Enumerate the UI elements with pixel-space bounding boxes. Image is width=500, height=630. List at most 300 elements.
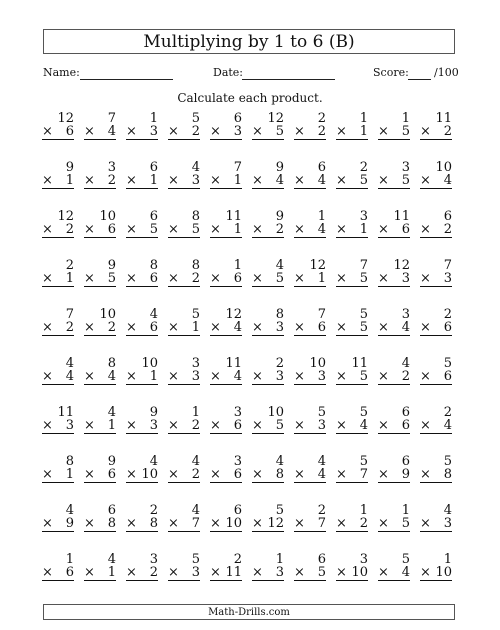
multiplicand: 4 [275,258,284,273]
problem-cell [126,553,168,602]
problem-cell [168,504,210,553]
multiplier: 4 [359,418,368,433]
multiplication-problem [378,553,410,581]
multiplier-row [168,468,200,483]
times-sign: × [378,222,389,237]
multiplicand: 7 [317,307,326,322]
multiplier-row [126,174,158,189]
multiplier: 1 [233,173,242,188]
problem-cell [42,455,84,504]
multiplicand: 2 [317,111,326,126]
times-sign: × [210,124,221,139]
times-sign: × [168,173,179,188]
multiplicand: 6 [149,209,158,224]
problem-cell [336,210,378,259]
times-sign: × [126,467,137,482]
multiplier-row [378,370,410,385]
multiplier-row [294,566,326,581]
multiplicand: 3 [233,405,242,420]
times-sign: × [336,173,347,188]
multiplication-problem [168,210,200,238]
times-sign: × [84,320,95,335]
multiplicand: 12 [393,258,410,273]
multiplier-row [126,517,158,532]
multiplicand: 4 [443,503,452,518]
multiplicand: 4 [65,356,74,371]
multiplication-problem [42,112,74,140]
multiplier-row [294,321,326,336]
times-sign: × [84,173,95,188]
multiplication-problem [84,504,116,532]
multiplier-row [378,272,410,287]
times-sign: × [378,124,389,139]
footer-box [43,604,455,620]
multiplier-row [252,517,284,532]
problem-cell [252,553,294,602]
score-line [408,79,431,80]
multiplicand: 10 [435,160,452,175]
multiplier-row [168,174,200,189]
multiplier-row [420,321,452,336]
multiplier-row [84,174,116,189]
multiplier-row [336,321,368,336]
times-sign: × [84,565,95,580]
problem-cell [294,161,336,210]
multiplicand: 3 [359,552,368,567]
multiplier: 1 [65,271,74,286]
multiplier: 5 [149,222,158,237]
problem-cell [168,455,210,504]
times-sign: × [252,516,263,531]
multiplication-problem [168,259,200,287]
times-sign: × [210,173,221,188]
multiplicand: 6 [317,160,326,175]
multiplication-problem [252,406,284,434]
problem-cell [294,210,336,259]
problem-cell [252,161,294,210]
multiplier: 5 [359,369,368,384]
multiplicand: 1 [275,552,284,567]
multiplier: 5 [275,271,284,286]
multiplier-row [294,370,326,385]
multiplicand: 12 [57,209,74,224]
multiplier: 1 [149,173,158,188]
multiplier: 2 [107,320,116,335]
multiplier: 5 [359,320,368,335]
multiplier-row [126,125,158,140]
problem-cell [210,357,252,406]
problem-cell [420,455,462,504]
times-sign: × [42,222,53,237]
problem-cell [378,161,420,210]
problem-cell [252,455,294,504]
multiplicand: 1 [233,258,242,273]
problem-cell [42,504,84,553]
multiplier-row [126,370,158,385]
multiplier: 3 [191,369,200,384]
multiplier: 3 [443,516,452,531]
multiplier: 5 [191,222,200,237]
multiplier: 2 [443,222,452,237]
multiplicand: 2 [443,307,452,322]
times-sign: × [336,418,347,433]
multiplication-problem [294,308,326,336]
multiplicand: 2 [443,405,452,420]
multiplicand: 4 [65,503,74,518]
problem-cell [168,553,210,602]
multiplication-problem [126,112,158,140]
times-sign: × [210,271,221,286]
problem-cell [126,455,168,504]
multiplier: 3 [317,418,326,433]
problem-cell [126,210,168,259]
times-sign: × [420,222,431,237]
multiplier-row [378,174,410,189]
multiplier-row [294,125,326,140]
footer-source: Math-Drills.com [208,606,290,618]
problem-cell [252,504,294,553]
times-sign: × [378,516,389,531]
multiplicand: 4 [107,405,116,420]
times-sign: × [126,173,137,188]
multiplication-problem [84,161,116,189]
problem-cell [168,308,210,357]
multiplier: 6 [65,565,74,580]
multiplication-problem [42,308,74,336]
multiplicand: 6 [401,454,410,469]
times-sign: × [336,565,347,580]
multiplier-row [378,223,410,238]
times-sign: × [84,222,95,237]
times-sign: × [378,565,389,580]
multiplication-problem [42,504,74,532]
multiplier: 9 [401,467,410,482]
multiplier: 6 [443,369,452,384]
multiplier-row [378,321,410,336]
multiplicand: 6 [401,405,410,420]
multiplicand: 3 [401,307,410,322]
times-sign: × [336,124,347,139]
problem-cell [126,308,168,357]
multiplicand: 6 [317,552,326,567]
problem-cell [42,553,84,602]
multiplier-row [42,223,74,238]
multiplication-problem [210,504,242,532]
times-sign: × [84,516,95,531]
times-sign: × [42,369,53,384]
multiplier-row [210,321,242,336]
multiplier-row [336,174,368,189]
multiplication-problem [378,504,410,532]
multiplier: 5 [401,516,410,531]
multiplier: 3 [275,320,284,335]
multiplier: 7 [359,467,368,482]
times-sign: × [294,222,305,237]
multiplication-problem [252,259,284,287]
multiplicand: 7 [107,111,116,126]
multiplicand: 7 [443,258,452,273]
problem-cell [84,210,126,259]
multiplier-row [336,468,368,483]
times-sign: × [126,320,137,335]
multiplicand: 9 [275,209,284,224]
multiplication-problem [168,504,200,532]
multiplier-row [336,272,368,287]
multiplier: 3 [275,565,284,580]
multiplier: 5 [401,124,410,139]
multiplier-row [126,419,158,434]
problem-cell [210,455,252,504]
problem-cell [378,455,420,504]
times-sign: × [252,124,263,139]
problem-cell [336,406,378,455]
multiplication-problem [252,504,284,532]
multiplier-row [84,370,116,385]
multiplication-problem [168,406,200,434]
multiplier-row [336,517,368,532]
times-sign: × [294,467,305,482]
multiplier: 2 [65,222,74,237]
multiplicand: 8 [107,356,116,371]
multiplier: 9 [65,516,74,531]
multiplication-problem [84,259,116,287]
multiplier-row [252,370,284,385]
multiplicand: 6 [233,111,242,126]
multiplicand: 4 [317,454,326,469]
multiplication-problem [336,308,368,336]
problem-cell [126,406,168,455]
multiplication-problem [420,259,452,287]
problem-cell [378,259,420,308]
multiplicand: 8 [65,454,74,469]
problem-cell [210,504,252,553]
times-sign: × [294,516,305,531]
times-sign: × [336,516,347,531]
multiplication-problem [378,308,410,336]
times-sign: × [168,418,179,433]
multiplication-problem [210,553,242,581]
problem-cell [420,161,462,210]
multiplicand: 1 [149,111,158,126]
multiplier-row [336,566,368,581]
multiplication-problem [168,112,200,140]
times-sign: × [294,271,305,286]
multiplier-row [420,517,452,532]
multiplier-row [210,272,242,287]
times-sign: × [168,124,179,139]
times-sign: × [42,467,53,482]
multiplication-problem [42,406,74,434]
multiplicand: 5 [359,307,368,322]
times-sign: × [252,222,263,237]
multiplier-row [210,517,242,532]
times-sign: × [84,271,95,286]
multiplier: 7 [191,516,200,531]
multiplier-row [126,468,158,483]
times-sign: × [420,467,431,482]
multiplier-row [168,517,200,532]
multiplier-row [252,223,284,238]
multiplier: 1 [359,124,368,139]
multiplier-row [420,223,452,238]
multiplicand: 9 [107,454,116,469]
problem-cell [420,210,462,259]
times-sign: × [378,173,389,188]
multiplicand: 10 [141,356,158,371]
multiplicand: 10 [99,307,116,322]
multiplicand: 8 [275,307,284,322]
multiplier: 1 [65,173,74,188]
multiplier: 5 [107,271,116,286]
times-sign: × [336,271,347,286]
multiplier: 6 [233,467,242,482]
multiplier-row [126,566,158,581]
times-sign: × [210,369,221,384]
multiplier-row [42,272,74,287]
multiplier-row [378,566,410,581]
problem-cell [42,406,84,455]
multiplier-row [294,174,326,189]
problem-cell [84,161,126,210]
multiplicand: 12 [225,307,242,322]
multiplication-problem [378,406,410,434]
multiplication-problem [336,161,368,189]
multiplier-row [336,125,368,140]
multiplication-problem [168,455,200,483]
multiplier: 6 [443,320,452,335]
times-sign: × [42,124,53,139]
multiplication-problem [378,210,410,238]
multiplication-problem [420,455,452,483]
multiplicand: 11 [57,405,74,420]
multiplier-row [168,125,200,140]
multiplier: 2 [275,222,284,237]
multiplication-problem [126,161,158,189]
multiplication-problem [378,112,410,140]
name-label: Name: [43,66,80,79]
multiplier: 5 [275,418,284,433]
multiplicand: 12 [309,258,326,273]
multiplicand: 5 [317,405,326,420]
multiplication-problem [420,406,452,434]
multiplication-problem [378,455,410,483]
problem-cell [420,259,462,308]
multiplicand: 4 [401,356,410,371]
multiplier-row [252,321,284,336]
multiplication-problem [420,357,452,385]
multiplier: 4 [65,369,74,384]
multiplicand: 5 [275,503,284,518]
multiplication-problem [336,553,368,581]
multiplicand: 11 [225,209,242,224]
multiplier: 2 [149,565,158,580]
multiplier: 1 [317,271,326,286]
multiplier-row [84,321,116,336]
multiplicand: 10 [99,209,116,224]
multiplier: 4 [317,222,326,237]
times-sign: × [168,516,179,531]
problem-grid [42,112,462,602]
times-sign: × [420,369,431,384]
multiplication-problem [420,161,452,189]
multiplier-row [252,419,284,434]
problem-cell [210,259,252,308]
multiplier-row [420,272,452,287]
multiplier: 6 [149,320,158,335]
multiplication-problem [294,161,326,189]
multiplicand: 3 [149,552,158,567]
multiplication-problem [336,112,368,140]
problem-cell [420,112,462,161]
multiplier: 6 [233,418,242,433]
multiplier: 1 [149,369,158,384]
multiplier: 4 [233,369,242,384]
times-sign: × [378,320,389,335]
problem-cell [378,112,420,161]
times-sign: × [378,418,389,433]
times-sign: × [84,369,95,384]
problem-cell [336,112,378,161]
problem-cell [210,161,252,210]
multiplicand: 2 [149,503,158,518]
multiplicand: 11 [393,209,410,224]
multiplier-row [420,174,452,189]
multiplicand: 1 [443,552,452,567]
problem-cell [42,357,84,406]
multiplier: 6 [401,222,410,237]
multiplier-row [210,174,242,189]
multiplicand: 1 [191,405,200,420]
multiplication-problem [336,504,368,532]
multiplication-problem [126,553,158,581]
multiplication-problem [168,308,200,336]
times-sign: × [210,418,221,433]
multiplier: 6 [401,418,410,433]
times-sign: × [420,173,431,188]
times-sign: × [126,516,137,531]
multiplier-row [210,419,242,434]
multiplier-row [126,321,158,336]
problem-cell [210,553,252,602]
problem-cell [42,308,84,357]
multiplication-problem [378,357,410,385]
problem-cell [294,112,336,161]
problem-cell [84,308,126,357]
problem-cell [336,504,378,553]
multiplication-problem [420,504,452,532]
multiplicand: 5 [191,307,200,322]
times-sign: × [210,516,221,531]
multiplier-row [420,468,452,483]
multiplier-row [42,566,74,581]
multiplier-row [294,223,326,238]
times-sign: × [336,369,347,384]
multiplier-row [84,125,116,140]
times-sign: × [210,565,221,580]
times-sign: × [420,516,431,531]
multiplicand: 1 [359,111,368,126]
multiplier-row [378,419,410,434]
multiplication-problem [210,210,242,238]
times-sign: × [294,369,305,384]
times-sign: × [210,320,221,335]
multiplier-row [210,125,242,140]
multiplication-problem [210,455,242,483]
multiplier-row [336,223,368,238]
multiplier: 7 [317,516,326,531]
problem-cell [294,406,336,455]
multiplication-problem [420,308,452,336]
